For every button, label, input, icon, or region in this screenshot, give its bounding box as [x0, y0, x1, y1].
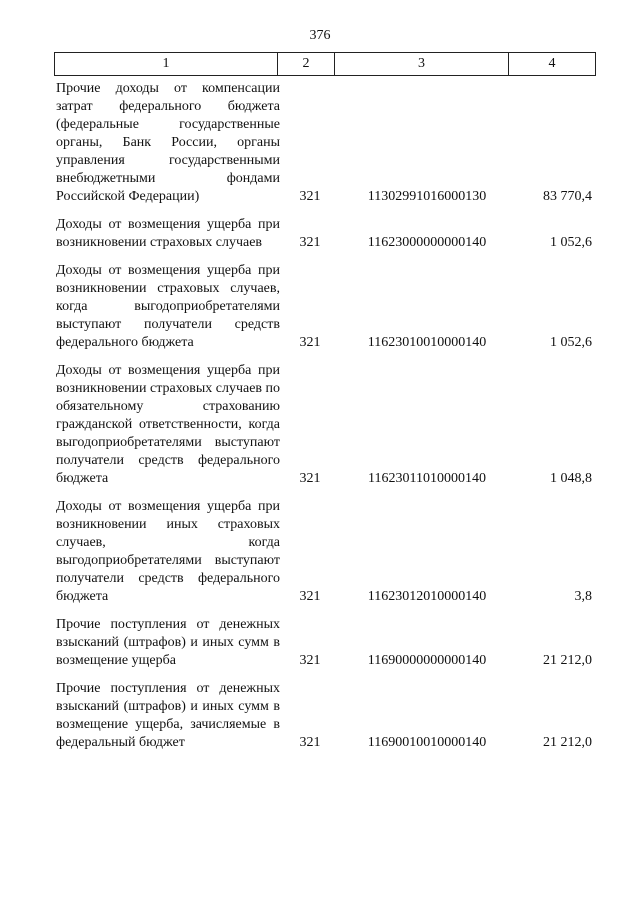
row-amount: 3,8 [574, 589, 592, 604]
header-col-3: 3 [335, 53, 509, 75]
table-row [56, 362, 596, 488]
row-amount: 1 052,6 [550, 235, 592, 250]
table-row [56, 498, 596, 606]
row-code: 321 [299, 471, 321, 486]
header-col-2: 2 [278, 53, 335, 75]
row-kbk: 11623000000000140 [367, 235, 487, 250]
row-code: 321 [299, 653, 321, 668]
table-row [56, 680, 596, 752]
row-code: 321 [299, 189, 321, 204]
row-description: Прочие доходы от компенсации затрат федерального бюджета (федеральные государственные органы, Банк России, органы управления государственными внебюджетными фондами Российской Федерации) [56, 81, 280, 204]
header-col-4: 4 [548, 56, 556, 71]
page-number: 376 [309, 28, 331, 43]
table-row [56, 216, 596, 252]
table-header [54, 52, 596, 76]
row-code: 321 [299, 335, 321, 350]
row-kbk: 11623012010000140 [367, 589, 487, 604]
row-description: Доходы от возмещения ущерба при возникновении страховых случаев [56, 217, 280, 250]
row-code: 321 [299, 735, 321, 750]
row-description: Доходы от возмещения ущерба при возникновении страховых случаев по обязательному страхованию гражданской ответственности, когда выгодоприобретателями выступают получатели средств федерального бюджета [56, 363, 281, 486]
row-kbk: 11302991016000130 [367, 189, 487, 204]
row-amount: 21 212,0 [543, 653, 592, 668]
row-kbk: 11623011010000140 [368, 471, 486, 486]
table-body [56, 80, 596, 762]
table-row [56, 616, 596, 670]
row-kbk: 11690010010000140 [367, 735, 487, 750]
table-row [56, 262, 596, 352]
row-description: Прочие поступления от денежных взысканий (штрафов) и иных сумм в возмещение ущерба [56, 617, 280, 668]
row-description: Прочие поступления от денежных взысканий (штрафов) и иных сумм в возмещение ущерба, зачисляемые в федеральный бюджет [56, 681, 280, 750]
row-description: Доходы от возмещения ущерба при возникновении страховых случаев, когда выгодоприобретателями выступают получатели средств федерального бюджета [56, 263, 280, 350]
row-description: Доходы от возмещения ущерба при возникновении иных страховых случаев, когда выгодоприобретателями выступают получатели средств федерального бюджета [56, 499, 280, 604]
row-amount: 1 048,8 [550, 471, 592, 486]
row-kbk: 11690000000000140 [367, 653, 487, 668]
row-amount: 21 212,0 [543, 735, 592, 750]
row-amount: 83 770,4 [543, 189, 592, 204]
row-code: 321 [299, 235, 321, 250]
row-code: 321 [299, 589, 321, 604]
row-amount: 1 052,6 [550, 335, 592, 350]
row-kbk: 11623010010000140 [367, 335, 487, 350]
header-col-1: 1 [55, 53, 278, 75]
table-row [56, 80, 596, 206]
